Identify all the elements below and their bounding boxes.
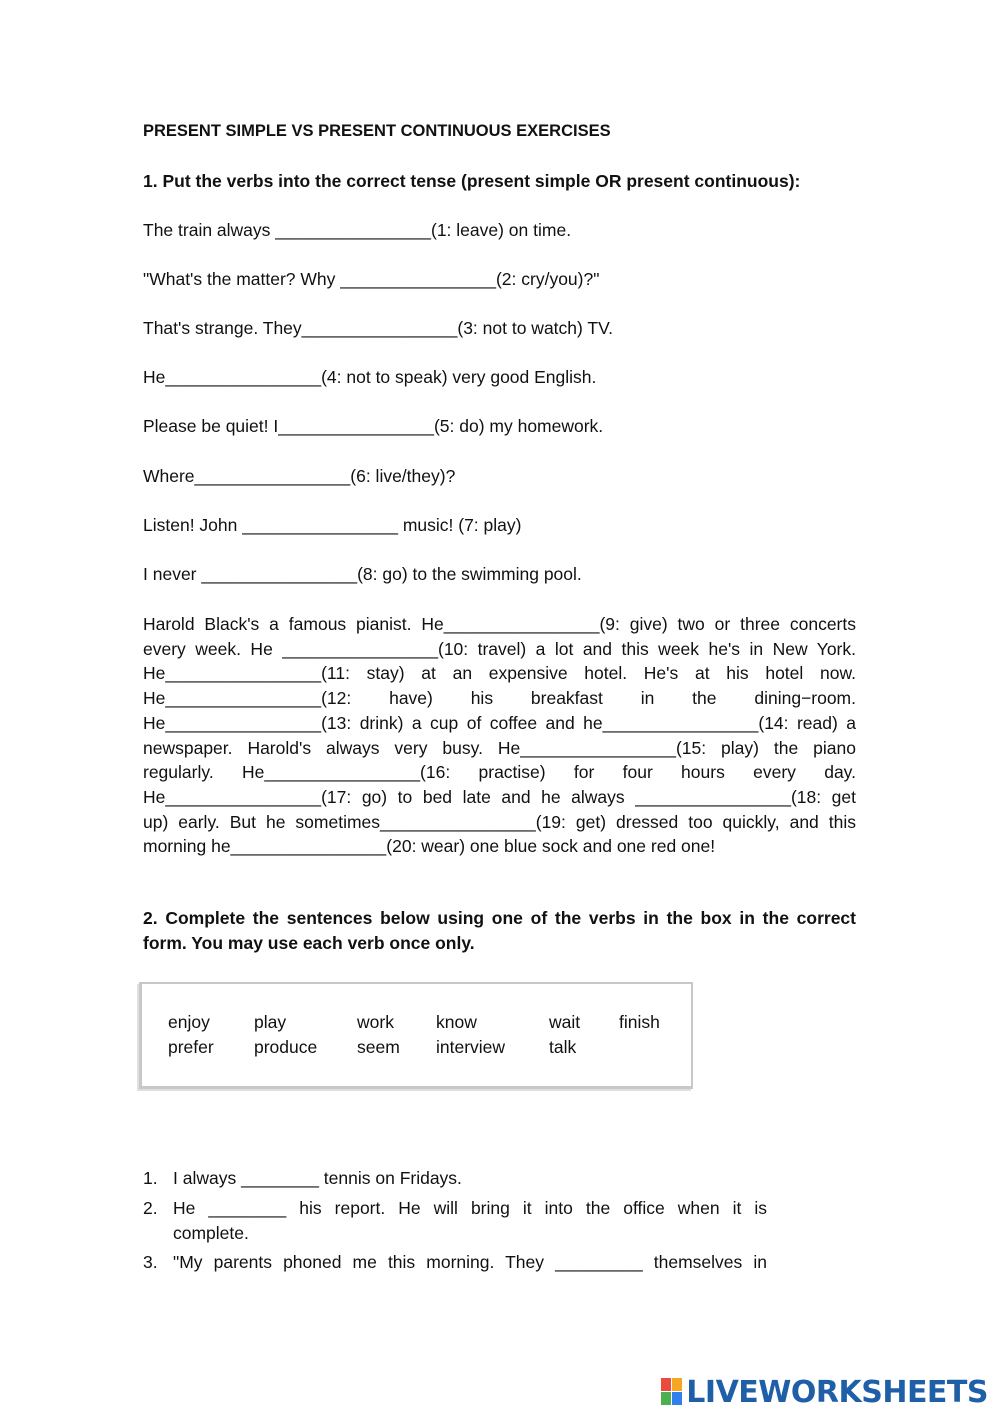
verb-finish: finish (619, 1012, 660, 1032)
harold-paragraph (143, 612, 856, 859)
paragraph-line: regularly. He________________(16: practise) for four hours every day. (143, 762, 856, 783)
verb-prefer: prefer (168, 1037, 214, 1057)
verb-enjoy: enjoy (168, 1012, 210, 1032)
item-number: 1. (143, 1168, 158, 1188)
logo-text: LIVEWORKSHEETS (686, 1374, 988, 1410)
item-text (173, 1250, 767, 1275)
verb-wait: wait (549, 1012, 581, 1032)
sentence-5: Please be quiet! I________________(5: do) my homework. (143, 416, 604, 436)
sentence-4: He________________(4: not to speak) very good English. (143, 367, 597, 387)
item-line: complete. (173, 1223, 249, 1243)
paragraph-line: newspaper. Harold's always very busy. He________________(15: play) the piano (143, 737, 856, 758)
verb-box (139, 982, 693, 1089)
verb-talk: talk (549, 1037, 577, 1057)
verb-work: work (357, 1012, 394, 1032)
verb-produce: produce (254, 1037, 318, 1057)
liveworksheets-logo-icon (661, 1378, 683, 1406)
paragraph-line: up) early. But he sometimes________________(19: get) dressed too quickly, and this (143, 811, 856, 832)
sentence-6: Where________________(6: live/they)? (143, 466, 456, 486)
section2-heading-line: 2. Complete the sentences below using one of the verbs in the box in the correct (143, 908, 856, 928)
verb-seem: seem (357, 1037, 400, 1057)
sentence-7: Listen! John ________________ music! (7: play) (143, 515, 522, 535)
verb-play: play (254, 1012, 287, 1032)
verb-interview: interview (436, 1037, 506, 1057)
paragraph-line: every week. He ________________(10: travel) a lot and this week he's in New York. (143, 638, 856, 659)
item-number: 2. (143, 1198, 158, 1218)
item-line: He ________ his report. He will bring it into the office when it is (173, 1198, 767, 1218)
section2-heading (143, 906, 856, 956)
section2-heading-line: form. You may use each verb once only. (143, 933, 475, 953)
paragraph-line: He________________(12: have) his breakfast in the dining−room. (143, 688, 856, 709)
item-number: 3. (143, 1252, 158, 1272)
paragraph-line: He________________(17: go) to bed late and he always ________________(18: get (143, 786, 856, 807)
sentence-3: That's strange. They________________(3: not to watch) TV. (143, 318, 614, 338)
item-text (173, 1196, 767, 1246)
liveworksheets-logo (661, 1374, 988, 1410)
section1-heading: 1. Put the verbs into the correct tense (present simple OR present continuous): (143, 171, 801, 191)
paragraph-line: morning he________________(20: wear) one blue sock and one red one! (143, 836, 716, 857)
verb-know: know (436, 1012, 477, 1032)
item-line: I always ________ tennis on Fridays. (173, 1168, 462, 1188)
sentence-8: I never ________________(8: go) to the swimming pool. (143, 564, 582, 584)
sentence-2: "What's the matter? Why ________________(2: cry/you)?" (143, 269, 600, 289)
item-line: "My parents phoned me this morning. They _________ themselves in (173, 1252, 767, 1272)
paragraph-line: He________________(13: drink) a cup of coffee and he________________(14: read) a (143, 712, 856, 733)
paragraph-line: Harold Black's a famous pianist. He________________(9: give) two or three concerts (143, 614, 856, 634)
sentence-1: The train always ________________(1: leave) on time. (143, 220, 572, 240)
item-text (173, 1166, 767, 1191)
page-title: PRESENT SIMPLE VS PRESENT CONTINUOUS EXERCISES (143, 122, 611, 140)
paragraph-line: He________________(11: stay) at an expensive hotel. He's at his hotel now. (143, 663, 856, 684)
